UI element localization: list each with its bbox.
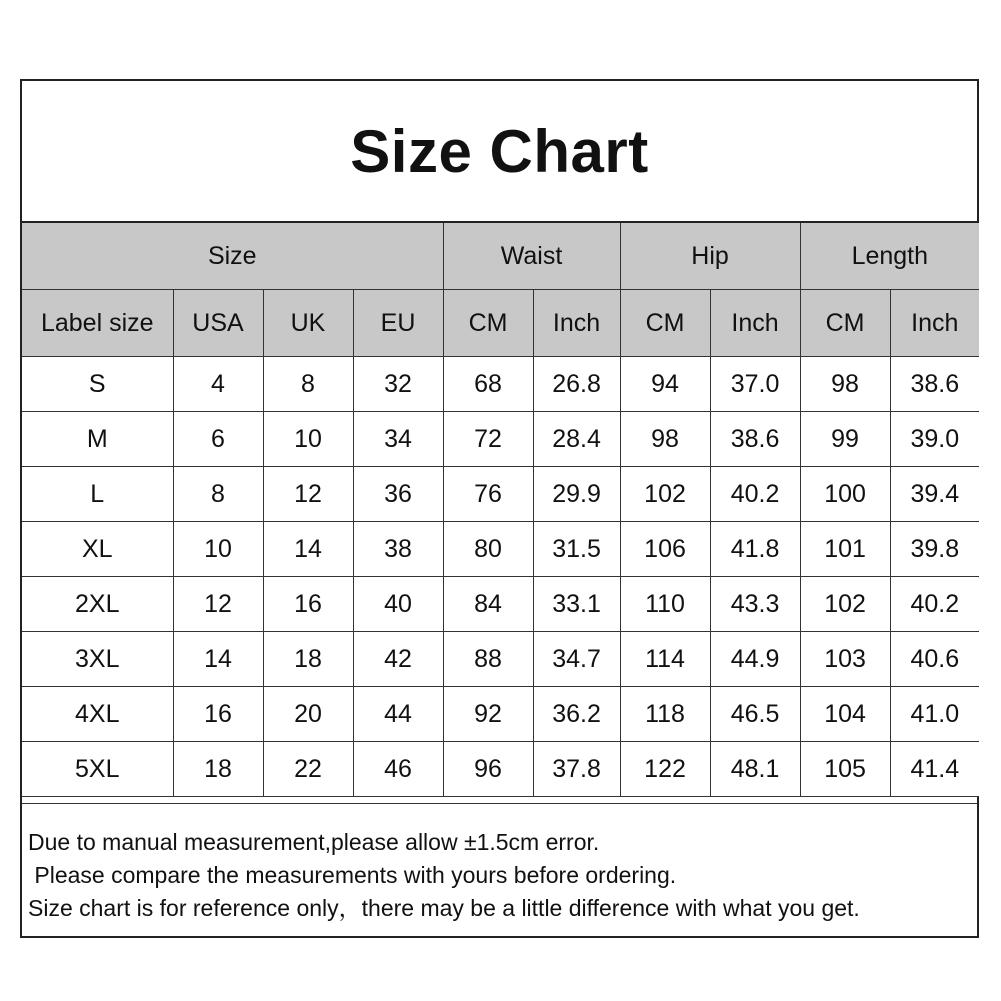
table-cell: 31.5: [533, 522, 620, 577]
table-cell: 102: [620, 467, 710, 522]
table-row: [22, 632, 979, 687]
table-row: [22, 742, 979, 797]
note-line: Size chart is for reference only，there may be a little difference with what you get.: [28, 895, 860, 921]
table-cell: 104: [800, 687, 890, 742]
table-row: [22, 412, 979, 467]
table-cell: 36: [353, 467, 443, 522]
table-cell: XL: [22, 522, 173, 577]
header-length: Length: [800, 223, 979, 290]
size-table: [22, 223, 979, 797]
table-cell: 94: [620, 357, 710, 412]
table-cell: 88: [443, 632, 533, 687]
table-cell: 8: [173, 467, 263, 522]
table-row: [22, 577, 979, 632]
table-cell: 39.0: [890, 412, 979, 467]
table-cell: 39.8: [890, 522, 979, 577]
table-cell: 110: [620, 577, 710, 632]
table-body: [22, 357, 979, 797]
table-cell: 96: [443, 742, 533, 797]
table-cell: 3XL: [22, 632, 173, 687]
table-cell: 36.2: [533, 687, 620, 742]
table-cell: 105: [800, 742, 890, 797]
table-cell: 44.9: [710, 632, 800, 687]
subheader-hip-inch: Inch: [710, 290, 800, 357]
table-cell: 103: [800, 632, 890, 687]
table-cell: 118: [620, 687, 710, 742]
table-cell: 76: [443, 467, 533, 522]
table-cell: 16: [263, 577, 353, 632]
table-cell: 5XL: [22, 742, 173, 797]
table-cell: 2XL: [22, 577, 173, 632]
table-cell: 92: [443, 687, 533, 742]
subheader-length-cm: CM: [800, 290, 890, 357]
table-cell: 38.6: [890, 357, 979, 412]
table-cell: 4: [173, 357, 263, 412]
table-cell: 32: [353, 357, 443, 412]
table-cell: 43.3: [710, 577, 800, 632]
table-cell: 42: [353, 632, 443, 687]
header-size: Size: [22, 223, 443, 290]
table-cell: 10: [173, 522, 263, 577]
subheader-usa: USA: [173, 290, 263, 357]
table-cell: 99: [800, 412, 890, 467]
table-cell: 29.9: [533, 467, 620, 522]
table-cell: 114: [620, 632, 710, 687]
table-cell: L: [22, 467, 173, 522]
table-cell: 98: [620, 412, 710, 467]
note-line: Please compare the measurements with yours before ordering.: [28, 862, 677, 888]
subheader-waist-inch: Inch: [533, 290, 620, 357]
subheader-label-size: Label size: [22, 290, 173, 357]
table-cell: 80: [443, 522, 533, 577]
table-cell: 44: [353, 687, 443, 742]
table-row: [22, 357, 979, 412]
table-cell: 106: [620, 522, 710, 577]
page-title: Size Chart: [350, 117, 649, 185]
size-chart-frame: [20, 79, 979, 938]
subheader-eu: EU: [353, 290, 443, 357]
table-cell: 101: [800, 522, 890, 577]
table-cell: 72: [443, 412, 533, 467]
table-cell: 46: [353, 742, 443, 797]
table-cell: 12: [263, 467, 353, 522]
table-cell: 6: [173, 412, 263, 467]
table-cell: 40: [353, 577, 443, 632]
table-cell: 41.4: [890, 742, 979, 797]
header-waist: Waist: [443, 223, 620, 290]
notes-box: [22, 803, 977, 938]
table-cell: 33.1: [533, 577, 620, 632]
table-row: [22, 522, 979, 577]
table-cell: 40.2: [710, 467, 800, 522]
table-cell: 102: [800, 577, 890, 632]
table-cell: 38: [353, 522, 443, 577]
table-cell: 16: [173, 687, 263, 742]
table-cell: 14: [173, 632, 263, 687]
table-cell: 34.7: [533, 632, 620, 687]
subheader-uk: UK: [263, 290, 353, 357]
table-cell: 28.4: [533, 412, 620, 467]
header-hip: Hip: [620, 223, 800, 290]
table-cell: 40.2: [890, 577, 979, 632]
table-cell: 48.1: [710, 742, 800, 797]
table-cell: 98: [800, 357, 890, 412]
table-cell: 40.6: [890, 632, 979, 687]
table-cell: 68: [443, 357, 533, 412]
subheader-waist-cm: CM: [443, 290, 533, 357]
table-cell: 84: [443, 577, 533, 632]
table-cell: 12: [173, 577, 263, 632]
table-row: [22, 467, 979, 522]
table-cell: 26.8: [533, 357, 620, 412]
table-cell: 122: [620, 742, 710, 797]
table-cell: 4XL: [22, 687, 173, 742]
table-cell: 10: [263, 412, 353, 467]
table-cell: S: [22, 357, 173, 412]
subheader-row: [22, 290, 979, 357]
table-row: [22, 687, 979, 742]
table-cell: 8: [263, 357, 353, 412]
subheader-length-inch: Inch: [890, 290, 979, 357]
header-group-row: [22, 223, 979, 290]
table-cell: 22: [263, 742, 353, 797]
table-cell: 34: [353, 412, 443, 467]
table-cell: 18: [173, 742, 263, 797]
table-cell: 14: [263, 522, 353, 577]
table-cell: 100: [800, 467, 890, 522]
table-cell: 18: [263, 632, 353, 687]
table-cell: 39.4: [890, 467, 979, 522]
table-cell: 38.6: [710, 412, 800, 467]
table-cell: M: [22, 412, 173, 467]
note-line: Due to manual measurement,please allow ±1.5cm error.: [28, 829, 600, 855]
table-cell: 37.8: [533, 742, 620, 797]
table-cell: 41.8: [710, 522, 800, 577]
table-cell: 46.5: [710, 687, 800, 742]
title-box: [22, 81, 977, 223]
subheader-hip-cm: CM: [620, 290, 710, 357]
table-cell: 41.0: [890, 687, 979, 742]
table-cell: 37.0: [710, 357, 800, 412]
table-cell: 20: [263, 687, 353, 742]
